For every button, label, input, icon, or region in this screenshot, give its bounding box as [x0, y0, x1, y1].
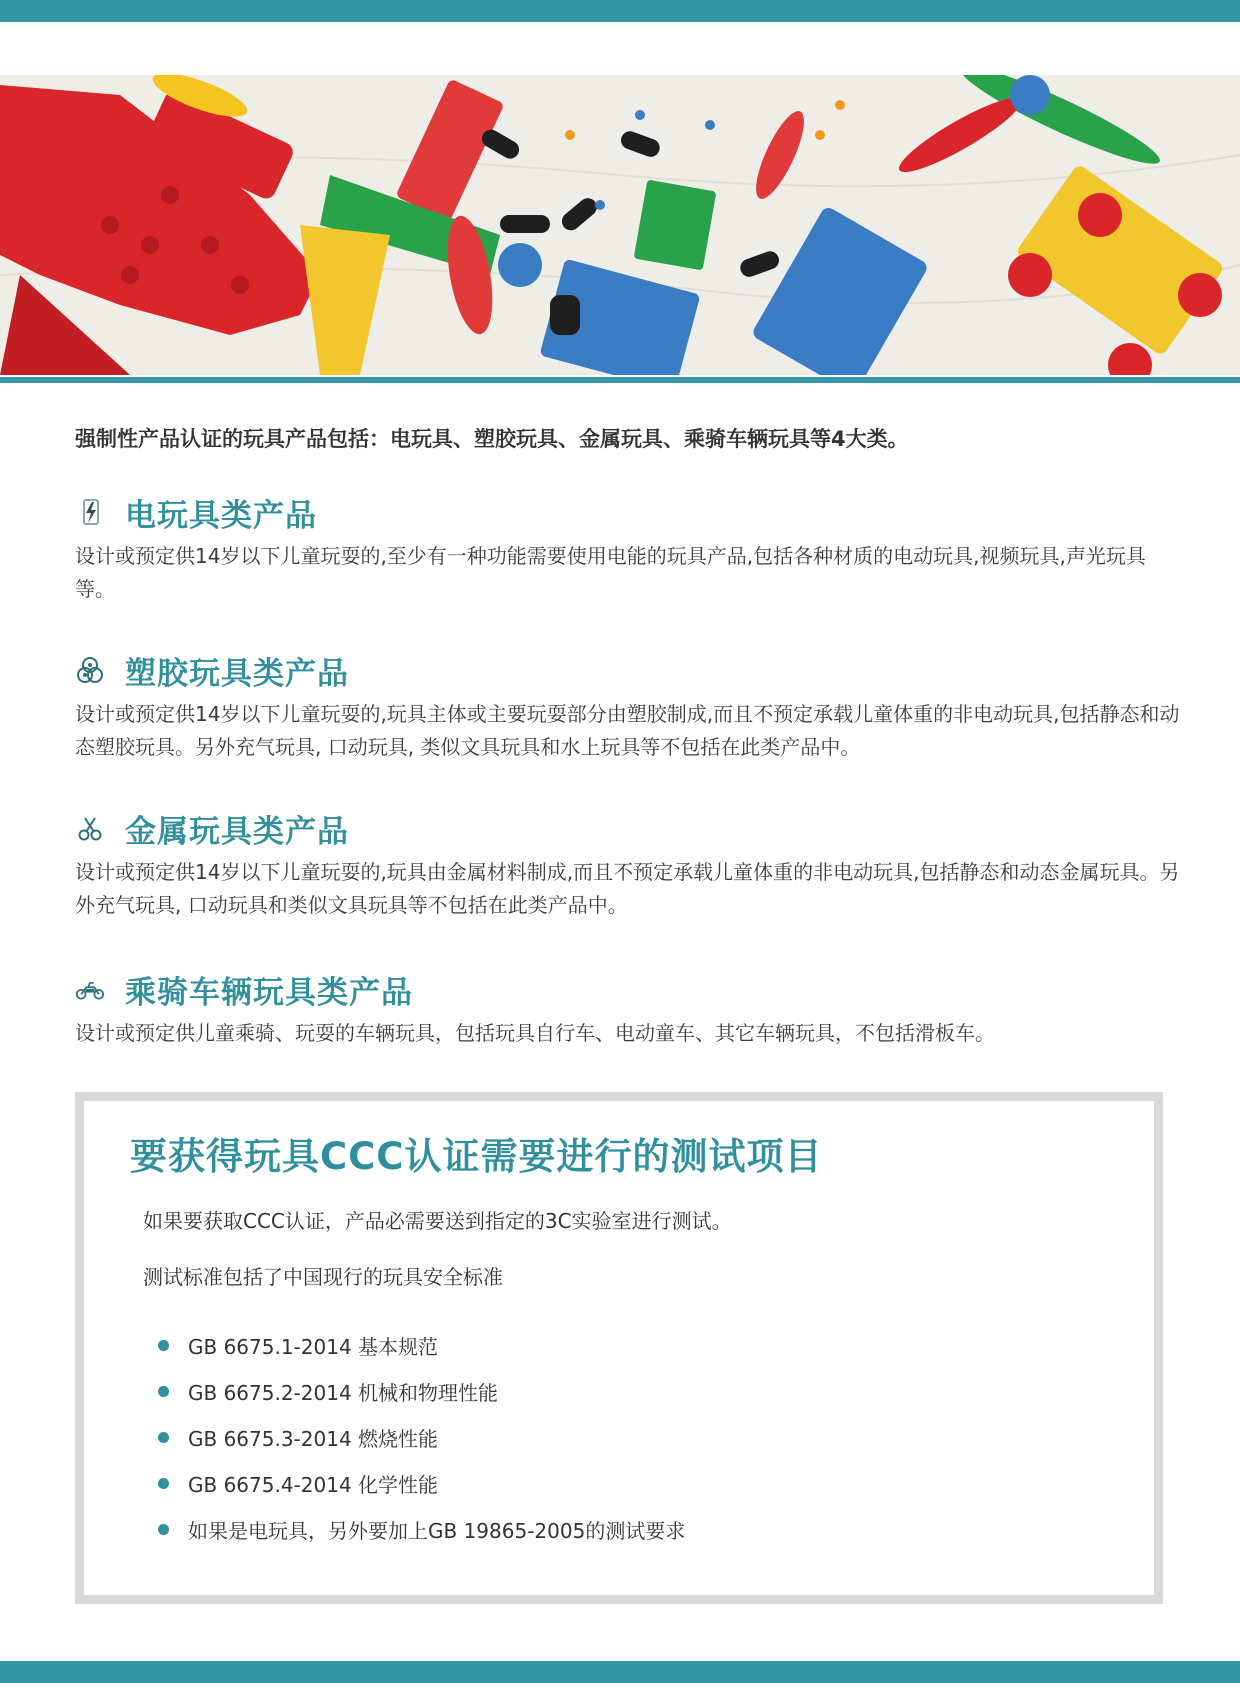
section-title: 塑胶玩具类产品	[125, 655, 349, 692]
bottom-accent-bar	[0, 1661, 1240, 1683]
bullet-dot-icon	[158, 1478, 169, 1489]
motorcycle-icon	[75, 974, 105, 1004]
section-body: 设计或预定供儿童乘骑、玩耍的车辆玩具，包括玩具自行车、电动童车、其它车辆玩具，不包括滑板车。	[75, 1021, 995, 1045]
section-body: 设计或预定供14岁以下儿童玩耍的,玩具主体或主要玩耍部分由塑胶制成,而且不预定承载儿童体重的非电动玩具,包括静态和动态塑胶玩具。另外充气玩具, 口动玩具, 类似文具玩具和水上玩具等不包括在此类产品中。	[75, 702, 1180, 759]
lightning-icon	[75, 497, 105, 527]
test-box-paragraph: 如果要获取CCC认证，产品必需要送到指定的3C实验室进行测试。	[143, 1209, 732, 1233]
bullet-dot-icon	[158, 1524, 169, 1535]
intro-text: 强制性产品认证的玩具产品包括：电玩具、塑胶玩具、金属玩具、乘骑车辆玩具等4大类。	[75, 427, 909, 451]
scissors-icon	[75, 813, 105, 843]
section-title: 电玩具类产品	[125, 497, 317, 534]
list-item: GB 6675.3-2014 燃烧性能	[158, 1414, 685, 1460]
hero-image	[0, 75, 1240, 375]
section-electric-toys	[75, 492, 1185, 606]
test-box-title: 要获得玩具CCC认证需要进行的测试项目	[130, 1135, 823, 1178]
section-title: 乘骑车辆玩具类产品	[125, 974, 413, 1011]
hero-underline	[0, 377, 1240, 383]
bullet-dot-icon	[158, 1432, 169, 1443]
test-box-paragraph: 测试标准包括了中国现行的玩具安全标准	[143, 1265, 503, 1289]
bullet-dot-icon	[158, 1386, 169, 1397]
list-item: GB 6675.1-2014 基本规范	[158, 1322, 685, 1368]
list-item: 如果是电玩具，另外要加上GB 19865-2005的测试要求	[158, 1506, 685, 1552]
section-body: 设计或预定供14岁以下儿童玩耍的,玩具由金属材料制成,而且不预定承载儿童体重的非电动玩具,包括静态和动态金属玩具。另外充气玩具, 口动玩具和类似文具玩具等不包括在此类产品中。	[75, 860, 1180, 917]
list-item: GB 6675.2-2014 机械和物理性能	[158, 1368, 685, 1414]
bullet-dot-icon	[158, 1340, 169, 1351]
list-item: GB 6675.4-2014 化学性能	[158, 1460, 685, 1506]
section-metal-toys	[75, 808, 1185, 922]
section-body: 设计或预定供14岁以下儿童玩耍的,至少有一种功能需要使用电能的玩具产品,包括各种材质的电动玩具,视频玩具,声光玩具等。	[75, 544, 1146, 601]
top-accent-bar	[0, 0, 1240, 22]
toy-building-blocks-photo	[0, 75, 1240, 375]
section-ride-on-toys	[75, 969, 1185, 1050]
plastic-balls-icon	[75, 655, 105, 685]
section-plastic-toys	[75, 650, 1185, 764]
standards-list	[158, 1322, 685, 1552]
section-title: 金属玩具类产品	[125, 813, 349, 850]
